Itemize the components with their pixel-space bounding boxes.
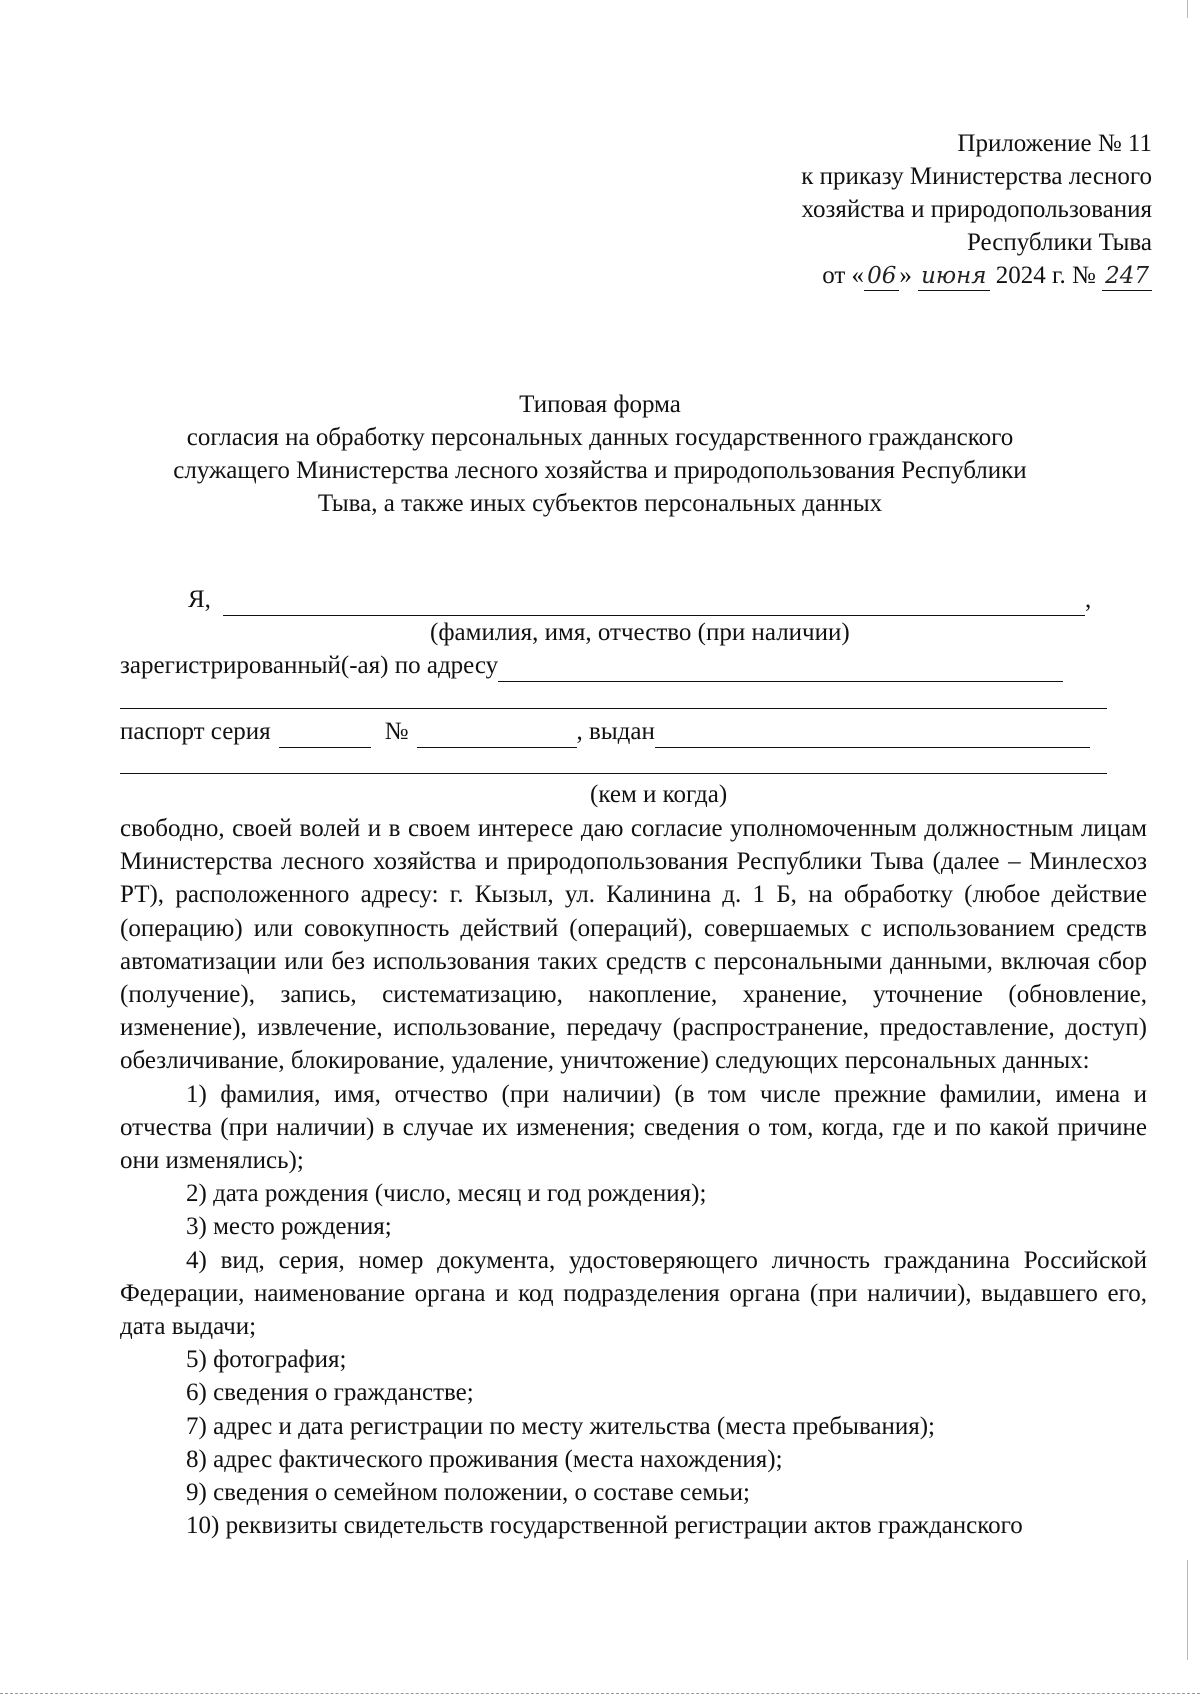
data-item-1: 1) фамилия, имя, отчество (при наличии) (в том числе прежние фамилии, имена и отчества (при наличии) в случае их изменения; сведения о том, когда, где и по какой причине они изменялись); [120, 1080, 1147, 1175]
fio-blank-field[interactable] [223, 589, 1085, 616]
passport-series-label: паспорт серия [120, 718, 271, 745]
date-day-handwritten: 06 [864, 262, 899, 291]
scan-edge-mark-bottom [1187, 1560, 1188, 1660]
date-mid: » [899, 262, 912, 289]
passport-number-blank-field[interactable] [417, 721, 577, 748]
data-item-10: 10) реквизиты свидетельств государственной регистрации актов гражданского [186, 1512, 1023, 1540]
scan-edge-artifact [0, 1693, 1200, 1694]
document-title [100, 388, 1100, 520]
issued-caption: (кем и когда) [590, 781, 728, 808]
issued-label: , выдан [576, 718, 655, 745]
order-number-handwritten: 247 [1102, 262, 1152, 291]
title-line-3: служащего Министерства лесного хозяйства и природопользования Республики [173, 457, 1027, 484]
consent-body [120, 812, 1147, 1542]
passport-row [120, 715, 1090, 748]
appendix-reference [632, 127, 1152, 292]
issued-continuation-line[interactable] [120, 773, 1107, 774]
consent-intro: свободно, своей волей и в своем интересе даю согласие уполномоченным должностным лицам Министерства лесного хозяйства и природопользования Республики Тыва (далее – Минлесхоз РТ), расположенного адресу: г. Кызыл, ул. Калинина д. 1 Б, на обработку (любое действие (операцию) или совокупность действий (операций), совершаемых с использованием средств автоматизации или без использования таких средств с персональными данными, включая сбор (получение), запись, систематизацию, накопление, хранение, уточнение (обновление, изменение), извлечение, использование, передачу (распространение, предоставление, доступ) обезличивание, блокирование, удаление, уничтожение) следующих персональных данных: [120, 815, 1147, 1075]
appendix-line-4: Республики Тыва [966, 229, 1152, 256]
data-item-8: 8) адрес фактического проживания (места нахождения); [186, 1445, 783, 1473]
data-item-9: 9) сведения о семейном положении, о составе семьи; [186, 1479, 750, 1507]
registered-label: зарегистрированный(-ая) по адресу [120, 652, 499, 679]
appendix-date-line [632, 259, 1152, 292]
fio-caption: (фамилия, имя, отчество (при наличии) [430, 619, 850, 646]
date-month-handwritten: июня [918, 262, 989, 291]
title-line-2: согласия на обработку персональных данных государственного гражданского [186, 424, 1014, 451]
date-year: 2024 г. № [995, 262, 1096, 289]
issued-blank-field[interactable] [655, 721, 1090, 748]
data-item-7: 7) адрес и дата регистрации по месту жительства (места пребывания); [186, 1412, 935, 1440]
fio-comma: , [1084, 586, 1092, 613]
passport-series-blank-field[interactable] [279, 721, 371, 748]
date-prefix: от « [822, 262, 865, 289]
scan-edge-mark-top [1187, 0, 1188, 18]
title-line-4: Тыва, а также иных субъектов персональных данных [317, 490, 883, 517]
data-item-3: 3) место рождения; [186, 1213, 392, 1241]
address-row [120, 649, 1063, 682]
i-label: Я, [188, 586, 211, 613]
data-item-5: 5) фотография; [186, 1346, 347, 1374]
data-item-6: 6) сведения о гражданстве; [186, 1379, 474, 1407]
appendix-line-2: к приказу Министерства лесного [801, 163, 1152, 190]
appendix-line-3: хозяйства и природопользования [801, 196, 1152, 223]
passport-number-label: № [384, 718, 409, 745]
address-blank-field[interactable] [498, 655, 1063, 682]
fio-row [188, 583, 1091, 616]
data-item-4: 4) вид, серия, номер документа, удостоверяющего личность гражданина Российской Федерации, наименование органа и код подразделения органа (при наличии), выдавшего его, дата выдачи; [120, 1246, 1147, 1341]
title-line-1: Типовая форма [519, 391, 681, 418]
appendix-line-1: Приложение № 11 [957, 130, 1152, 157]
data-item-2: 2) дата рождения (число, месяц и год рождения); [186, 1180, 707, 1208]
address-continuation-line[interactable] [120, 708, 1107, 709]
